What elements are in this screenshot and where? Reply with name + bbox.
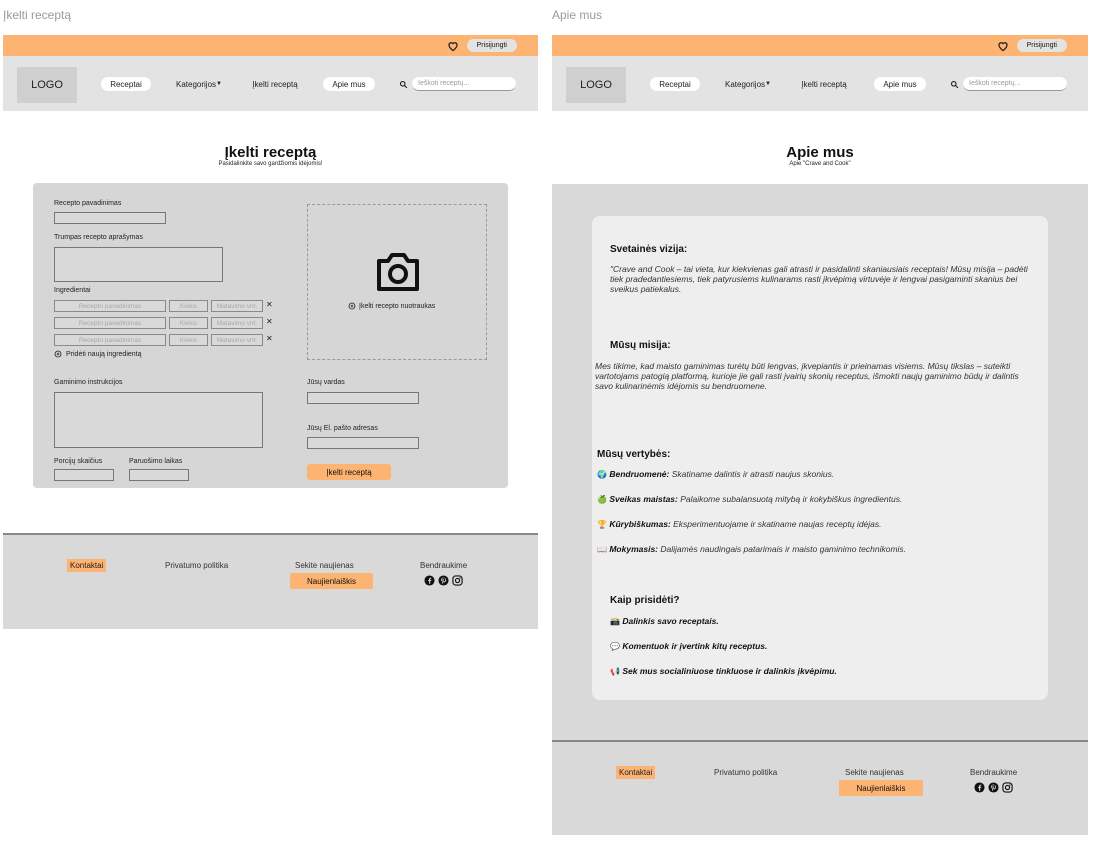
about-card [592, 216, 1048, 700]
frame-label-upload: Įkelti receptą [3, 8, 72, 22]
search [950, 77, 1067, 91]
name-input[interactable] [307, 392, 419, 404]
vision-title: Svetainės vizija: [610, 244, 688, 255]
footer [3, 533, 538, 629]
how-item [610, 616, 719, 626]
nav-categories-label: Kategorijos [725, 79, 766, 89]
pinterest-icon[interactable] [438, 575, 449, 586]
logo[interactable]: LOGO [566, 67, 626, 103]
footer-follow-label: Sekite naujienas [845, 768, 904, 777]
photo-upload-button[interactable] [348, 302, 435, 310]
value-name: Bendruomenė: [609, 469, 670, 479]
ingredient-qty-input[interactable]: Kiekis [169, 300, 208, 312]
email-input[interactable] [307, 437, 419, 449]
login-button[interactable]: Prisijungti [467, 39, 517, 52]
remove-ingredient-icon[interactable]: ✕ [266, 334, 273, 343]
top-bar [552, 35, 1088, 56]
ingredient-qty-input[interactable]: Kiekis [169, 317, 208, 329]
ingredient-name-input[interactable]: Recepto pavadinimas [54, 300, 166, 312]
short-desc-input[interactable] [54, 247, 223, 282]
ingredient-unit-input[interactable]: Matavimo vnt. [211, 300, 263, 312]
instructions-label: Gaminimo instrukcijos [54, 379, 123, 386]
nav-categories-label: Kategorijos [176, 79, 217, 89]
photo-upload-area[interactable] [307, 204, 487, 360]
footer-privacy-link[interactable]: Privatumo politika [165, 561, 229, 570]
mission-text: Mes tikime, kad maisto gaminimas turėtų būti lengvas, įkvepiantis ir prieinamas visiems. Mūsų tikslas – suteikti vartotojams patogią platformą, kurioje jie gali rasti įvairių skonių receptus, išmokti naujų gaminimo būdų ir dalintis savo kulinarinėmis idėjomis su bendruomene. [595, 361, 1019, 391]
add-ingredient-label: Pridėti naują ingredientą [66, 350, 142, 358]
short-desc-label: Trumpas recepto aprašymas [54, 234, 143, 241]
prep-time-input[interactable] [129, 469, 189, 481]
newsletter-button[interactable]: Naujienlaiškis [839, 780, 923, 796]
ingredients-label: Ingredientai [54, 287, 91, 294]
values-title: Mūsų vertybės: [597, 449, 671, 460]
page-subtitle: Apie "Crave and Cook" [789, 161, 851, 167]
value-item [597, 494, 902, 504]
ingredient-unit-input[interactable]: Matavimo vnt. [211, 334, 263, 346]
portions-input[interactable] [54, 469, 114, 481]
apple-icon: 🍏 [597, 495, 607, 504]
footer-privacy-link[interactable]: Privatumo politika [714, 768, 778, 777]
trophy-icon: 🏆 [597, 520, 607, 529]
remove-ingredient-icon[interactable]: ✕ [266, 300, 273, 309]
ingredient-name-input[interactable]: Recepto pavadinimas [54, 334, 166, 346]
logo[interactable]: LOGO [17, 67, 77, 103]
social-links [974, 782, 1013, 793]
social-links [424, 575, 463, 586]
instructions-input[interactable] [54, 392, 263, 448]
caret-down-icon: ▼ [216, 81, 222, 87]
remove-ingredient-icon[interactable]: ✕ [266, 317, 273, 326]
nav-recipes[interactable]: Receptai [650, 77, 700, 91]
page-title: Apie mus [786, 144, 854, 161]
page-hero [552, 144, 1088, 167]
value-name: Sveikas maistas: [609, 494, 678, 504]
portions-label: Porcijų skaičius [54, 458, 103, 465]
camera-icon: 📸 [610, 617, 620, 626]
how-item [610, 641, 767, 651]
nav-recipes[interactable]: Receptai [101, 77, 151, 91]
login-button[interactable]: Prisijungti [1017, 39, 1067, 52]
facebook-icon[interactable] [424, 575, 435, 586]
pinterest-icon[interactable] [988, 782, 999, 793]
value-item [597, 469, 834, 479]
instagram-icon[interactable] [1002, 782, 1013, 793]
newsletter-button[interactable]: Naujienlaiškis [290, 573, 373, 589]
value-item [597, 519, 882, 529]
facebook-icon[interactable] [974, 782, 985, 793]
how-text: Sek mus socialiniuose tinkluose ir dalinkis įkvėpimu. [622, 666, 837, 676]
search [399, 77, 516, 91]
nav-categories[interactable] [168, 77, 230, 91]
name-label: Jūsų vardas [307, 379, 345, 386]
value-text: Eksperimentuojame ir skatiname naujas receptų idėjas. [673, 519, 882, 529]
page-subtitle: Pasidalinkite savo gardžiomis idėjomis! [218, 161, 323, 167]
mission-title: Mūsų misija: [610, 340, 671, 351]
top-bar [3, 35, 538, 56]
footer-contacts-link[interactable]: Kontaktai [616, 766, 655, 779]
footer-connect-label: Bendraukime [420, 561, 468, 570]
value-text: Skatiname dalintis ir atrasti naujus skonius. [671, 469, 835, 479]
about-section [552, 184, 1088, 740]
how-title: Kaip prisidėti? [610, 595, 680, 606]
email-label: Jūsų El. pašto adresas [307, 425, 378, 432]
submit-recipe-button[interactable]: Įkelti receptą [307, 464, 391, 480]
megaphone-icon: 📢 [610, 667, 620, 676]
add-circle-icon [54, 350, 62, 358]
upload-form [33, 183, 508, 488]
book-icon: 📖 [597, 545, 607, 554]
footer [552, 740, 1088, 835]
footer-connect-label: Bendraukime [970, 768, 1018, 777]
main-nav [552, 56, 1088, 111]
caret-down-icon: ▼ [765, 81, 771, 87]
search-icon[interactable] [950, 80, 959, 89]
recipe-name-input[interactable] [54, 212, 166, 224]
nav-categories[interactable] [717, 77, 779, 91]
page-title: Įkelti receptą [224, 144, 317, 161]
speech-bubble-icon: 💬 [610, 642, 620, 651]
about-frame [552, 35, 1088, 835]
photo-upload-label: Įkelti recepto nuotraukas [359, 302, 436, 310]
main-nav [3, 56, 538, 111]
heart-icon[interactable] [997, 40, 1009, 52]
vision-text: "Crave and Cook – tai vieta, kur kiekvienas gali atrasti ir pasidalinti skaniausiais receptais! Mūsų misija – padėti tiek pradedantiesiems, tiek patyrusiems kulinarams rasti įkvėpimą virtuvėje ir lengvai pasigaminti skanius bei sveikus patiekalus. [610, 264, 1028, 294]
prep-time-label: Paruošimo laikas [129, 458, 183, 465]
search-icon[interactable] [399, 80, 408, 89]
ingredient-name-input[interactable]: Recepto pavadinimas [54, 317, 166, 329]
ingredient-qty-input[interactable]: Kiekis [169, 334, 208, 346]
value-text: Palaikome subalansuotą mitybą ir kokybiškus ingredientus. [680, 494, 903, 504]
nav-upload[interactable]: Įkelti receptą [252, 79, 298, 89]
search-input[interactable]: Ieškoti receptų... [412, 77, 516, 91]
how-text: Dalinkis savo receptais. [622, 616, 719, 626]
heart-icon[interactable] [447, 40, 459, 52]
page-hero [3, 144, 538, 167]
recipe-name-label: Recepto pavadinimas [54, 200, 122, 207]
footer-contacts-link[interactable]: Kontaktai [67, 559, 106, 572]
nav-about[interactable]: Apie mus [323, 77, 375, 91]
nav-upload[interactable]: Įkelti receptą [801, 79, 847, 89]
how-text: Komentuok ir įvertink kitų receptus. [622, 641, 768, 651]
value-name: Kūrybiškumas: [609, 519, 671, 529]
upload-frame [3, 35, 538, 629]
nav-about[interactable]: Apie mus [874, 77, 926, 91]
ingredient-unit-input[interactable]: Matavimo vnt. [211, 317, 263, 329]
value-name: Mokymasis: [609, 544, 659, 554]
search-input[interactable]: Ieškoti receptų... [963, 77, 1067, 91]
frame-label-about: Apie mus [552, 8, 603, 22]
footer-follow-label: Sekite naujienas [295, 561, 354, 570]
value-item [597, 544, 906, 554]
globe-icon: 🌍 [597, 470, 607, 479]
value-text: Dalijamės naudingais patarimais ir maisto gaminimo technikomis. [660, 544, 907, 554]
how-item [610, 666, 837, 676]
instagram-icon[interactable] [452, 575, 463, 586]
add-circle-icon [348, 302, 356, 310]
add-ingredient-button[interactable] [54, 350, 142, 358]
camera-icon [374, 249, 422, 295]
